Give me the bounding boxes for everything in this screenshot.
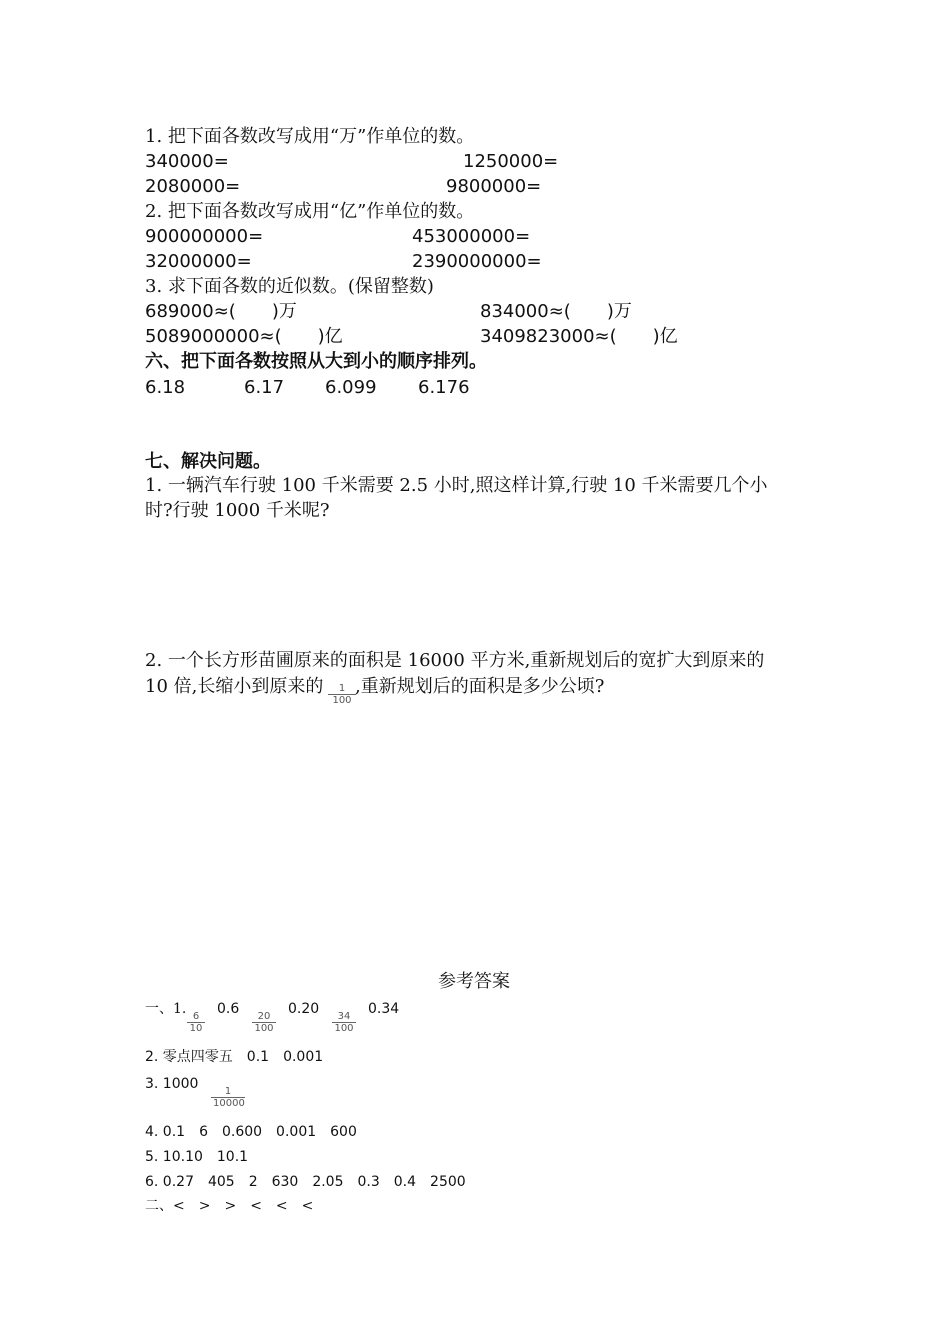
fraction-denominator: 100 [332, 695, 352, 706]
answer4: 4. 0.1 6 0.600 0.001 600 [145, 1124, 357, 1140]
q2-title: 2. 把下面各数改写成用“亿”作单位的数。 [145, 201, 475, 222]
q3-item-1: 689000≈( )万 [145, 301, 297, 322]
q1-item-2: 1250000= [463, 151, 559, 172]
fraction-numerator: 20 [252, 1011, 276, 1023]
q1-title: 1. 把下面各数改写成用“万”作单位的数。 [145, 126, 475, 147]
part6-number-4: 6.176 [418, 377, 470, 398]
problem1-line2: 时?行驶 1000 千米呢? [145, 500, 330, 521]
q1-item-1: 340000= [145, 151, 229, 172]
problem2-line1: 2. 一个长方形苗圃原来的面积是 16000 平方米,重新规划后的宽扩大到原来的 [145, 650, 765, 671]
fraction-denominator: 100 [254, 1023, 274, 1034]
answer1-value-1: 0.6 [217, 1001, 240, 1017]
q3-title: 3. 求下面各数的近似数。(保留整数) [145, 276, 434, 297]
problem1-line1: 1. 一辆汽车行驶 100 千米需要 2.5 小时,照这样计算,行驶 10 千米需要几个小 [145, 475, 768, 496]
answer1-fraction-1 [187, 1011, 205, 1034]
fraction-denominator: 10000 [213, 1098, 245, 1109]
fraction-numerator: 1 [328, 683, 356, 695]
q1-item-3: 2080000= [145, 176, 241, 197]
answer1-value-2: 0.20 [288, 1001, 320, 1017]
part6-number-2: 6.17 [244, 377, 285, 398]
fraction-one-hundredth [328, 683, 356, 706]
answer1-fraction-3 [332, 1011, 356, 1034]
q2-item-3: 32000000= [145, 251, 252, 272]
fraction-numerator: 1 [211, 1086, 245, 1098]
answer6: 6. 0.27 405 2 630 2.05 0.3 0.4 2500 [145, 1174, 466, 1190]
q3-item-4: 3409823000≈( )亿 [480, 326, 678, 347]
q3-item-3: 5089000000≈( )亿 [145, 326, 343, 347]
q2-item-1: 900000000= [145, 226, 264, 247]
answer1-fraction-2 [252, 1011, 276, 1034]
part6-number-3: 6.099 [325, 377, 377, 398]
fraction-denominator: 10 [189, 1023, 203, 1034]
answer2: 2. 零点四零五 0.1 0.001 [145, 1049, 324, 1065]
part7-title: 七、解决问题。 [145, 451, 271, 472]
fraction-numerator: 34 [332, 1011, 356, 1023]
answers-title: 参考答案 [438, 971, 510, 992]
fraction-numerator: 6 [187, 1011, 205, 1023]
q1-item-4: 9800000= [446, 176, 542, 197]
problem2-line2-end: ,重新规划后的面积是多少公顷? [355, 676, 605, 697]
answer3-prefix: 3. 1000 [145, 1076, 199, 1092]
q3-item-2: 834000≈( )万 [480, 301, 632, 322]
answer-part2: 二、< > > < < < [145, 1198, 314, 1214]
part6-title: 六、把下面各数按照从大到小的顺序排列。 [145, 351, 487, 372]
problem2-line2-start: 10 倍,长缩小到原来的 [145, 676, 324, 697]
q2-item-2: 453000000= [412, 226, 531, 247]
part6-number-1: 6.18 [145, 377, 186, 398]
answer3-fraction [211, 1086, 245, 1109]
fraction-denominator: 100 [334, 1023, 354, 1034]
answer1-value-3: 0.34 [368, 1001, 400, 1017]
q2-item-4: 2390000000= [412, 251, 542, 272]
problem2-fraction [328, 683, 356, 712]
answer1-prefix: 一、1. [145, 1001, 187, 1017]
answer5: 5. 10.10 10.1 [145, 1149, 249, 1165]
